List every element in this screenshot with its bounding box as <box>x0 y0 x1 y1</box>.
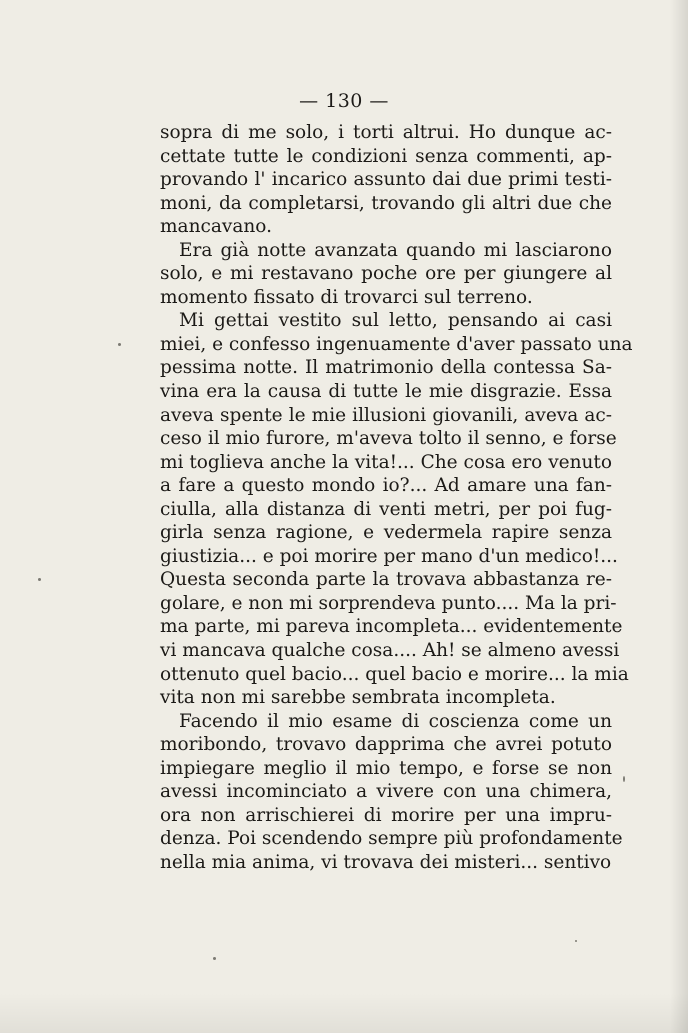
text-line: ma parte, mi pareva incompleta... evidentemente <box>160 616 623 638</box>
text-line: solo, e mi restavano poche ore per giungere al <box>160 263 612 285</box>
text-line: ora non arrischierei di morire per una impru- <box>160 804 612 826</box>
text-line: a fare a questo mondo io?... Ad amare una fan- <box>160 475 612 497</box>
text-line: girla senza ragione, e vedermela rapire senza <box>160 522 612 544</box>
text-line: avessi incominciato a vivere con una chimera, <box>160 781 612 803</box>
text-line: nella mia anima, vi trovava dei misteri... sentivo <box>160 851 612 873</box>
text-line: ottenuto quel bacio... quel bacio e morire... la mia <box>160 663 629 685</box>
text-line: mi toglieva anche la vita!... Che cosa ero venuto <box>160 451 612 473</box>
text-line: denza. Poi scendendo sempre più profondamente <box>160 828 623 850</box>
text-line: miei, e confesso ingenuamente d'aver passato una <box>160 333 633 355</box>
text-line-paragraph-start: Era già notte avanzata quando mi lasciarono <box>179 239 612 261</box>
text-line: moni, da completarsi, trovando gli altri due che <box>160 192 612 214</box>
text-line: golare, e non mi sorprendeva punto.... Ma la pri- <box>160 592 617 614</box>
text-line: impiegare meglio il mio tempo, e forse se non <box>160 757 612 779</box>
text-line: provando l' incarico assunto dai due primi testi- <box>160 169 612 191</box>
text-line: moribondo, trovavo dapprima che avrei potuto <box>160 734 612 756</box>
text-line-paragraph-end: mancavano. <box>160 216 272 238</box>
text-line: giustizia... e poi morire per mano d'un medico!... <box>160 545 618 567</box>
text-line-paragraph-start: Facendo il mio esame di coscienza come un <box>179 710 612 732</box>
page-number: — 130 — <box>299 90 389 112</box>
paper-speck <box>38 578 41 581</box>
paper-speck <box>575 940 577 942</box>
body-text <box>160 121 633 875</box>
text-line: aveva spente le mie illusioni giovanili, aveva ac- <box>160 404 612 426</box>
page-bottom-shadow <box>0 993 688 1033</box>
page-edge-shadow <box>670 0 688 1033</box>
text-line: cettate tutte le condizioni senza commenti, ap- <box>160 145 612 167</box>
text-line-paragraph-start: Mi gettai vestito sul letto, pensando ai casi <box>179 310 612 332</box>
text-line-paragraph-end: momento fissato di trovarci sul terreno. <box>160 286 533 308</box>
text-line-paragraph-end: vita non mi sarebbe sembrata incompleta. <box>160 687 556 709</box>
text-line: vi mancava qualche cosa.... Ah! se almeno avessi <box>160 640 620 662</box>
text-line: sopra di me solo, i torti altrui. Ho dunque ac- <box>160 122 612 143</box>
text-line: ceso il mio furore, m'aveva tolto il senno, e forse <box>160 428 617 450</box>
text-line: Questa seconda parte la trovava abbastanza re- <box>160 569 612 591</box>
paper-speck <box>118 343 121 346</box>
paper-speck <box>213 957 216 960</box>
text-line: vina era la causa di tutte le mie disgrazie. Essa <box>160 381 612 403</box>
text-line: ciulla, alla distanza di venti metri, per poi fug- <box>160 498 612 520</box>
paper-speck <box>623 776 625 782</box>
text-line: pessima notte. Il matrimonio della contessa Sa- <box>160 357 612 379</box>
